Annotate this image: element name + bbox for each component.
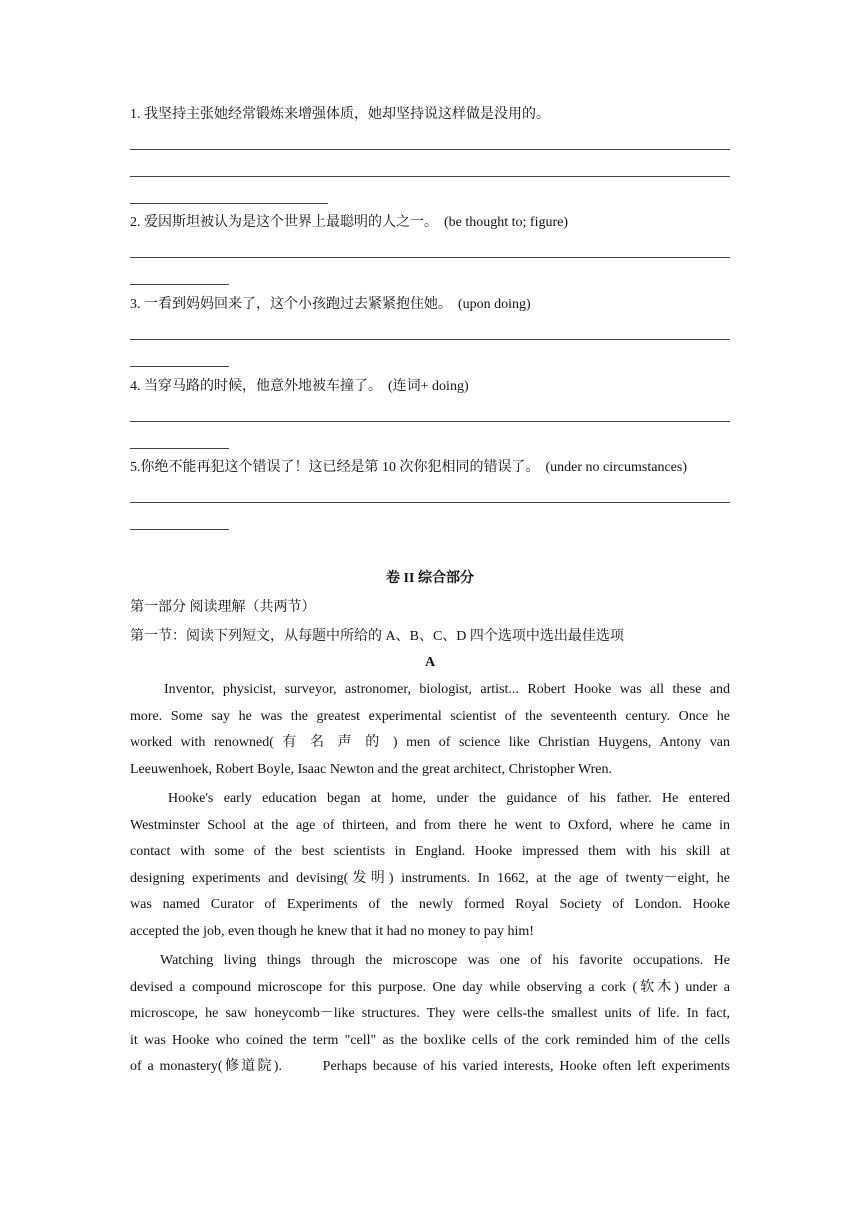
- passage-line: Westminster School at the age of thirteen, and from there he went to Oxford, where he came in: [130, 817, 730, 833]
- answer-line[interactable]: [130, 257, 730, 258]
- answer-line[interactable]: [130, 421, 730, 422]
- translation-question-4: [130, 378, 469, 396]
- question-number: 3.: [130, 297, 141, 312]
- answer-line[interactable]: [130, 366, 229, 367]
- passage-line: of a monastery(修道院). Perhaps because of his varied interests, Hooke often left experiments: [130, 1059, 730, 1074]
- answer-line[interactable]: [130, 529, 229, 530]
- question-number: 2.: [130, 215, 141, 230]
- translation-question-5: [130, 459, 687, 477]
- passage-line: accepted the job, even though he knew that it had no money to pay him!: [130, 923, 534, 939]
- question-text: 爱因斯坦被认为是这个世界上最聪明的人之一。: [144, 215, 438, 230]
- passage-line: microscope, he saw honeycomb－like structures. They were cells-the smallest units of life. In fact,: [130, 1006, 730, 1021]
- passage-line: it was Hooke who coined the term "cell" as the boxlike cells of the cork reminded him of the cells: [130, 1032, 730, 1048]
- translation-question-3: [130, 296, 531, 314]
- passage-line: more. Some say he was the greatest experimental scientist of the seventeenth century. Once he: [130, 708, 730, 724]
- question-text: 当穿马路的时候，他意外地被车撞了。: [144, 379, 382, 394]
- passage-line: was named Curator of Experiments of the newly formed Royal Society of London. Hooke: [130, 897, 730, 912]
- question-hint: (连词+ doing): [388, 379, 469, 394]
- question-text: 我坚持主张她经常锻炼来增强体质，她却坚持说这样做是没用的。: [144, 107, 550, 122]
- question-hint: (upon doing): [458, 297, 531, 312]
- translation-question-1: [130, 106, 550, 124]
- passage-paragraph-3: [130, 948, 730, 1081]
- question-number: 1.: [130, 107, 141, 122]
- answer-line[interactable]: [130, 339, 730, 340]
- passage-paragraph-2: [130, 786, 730, 945]
- question-number: 4.: [130, 379, 141, 394]
- passage-line: worked with renowned( 有 名 声 的 ) men of science like Christian Huygens, Antony van: [130, 735, 730, 750]
- question-hint: (be thought to; figure): [444, 215, 569, 230]
- section-title: 卷 II 综合部分: [386, 571, 474, 586]
- part-heading: 第一部分 阅读理解（共两节）: [130, 600, 316, 615]
- answer-line[interactable]: [130, 149, 730, 150]
- translation-question-2: [130, 214, 568, 232]
- answer-line[interactable]: [130, 448, 229, 449]
- answer-line[interactable]: [130, 284, 229, 285]
- passage-line: contact with some of the best scientists in England. Hooke impressed them with his skill at: [130, 844, 730, 859]
- instruction-text: 第一节：阅读下列短文，从每题中所给的 A、B、C、D 四个选项中选出最佳选项: [130, 629, 624, 644]
- passage-line: Leeuwenhoek, Robert Boyle, Isaac Newton and the great architect, Christopher Wren.: [130, 761, 613, 777]
- answer-line[interactable]: [130, 203, 328, 204]
- question-number: 5.: [130, 460, 141, 475]
- question-text: 一看到妈妈回来了，这个小孩跑过去紧紧抱住她。: [144, 297, 452, 312]
- question-hint: (under no circumstances): [545, 460, 687, 475]
- passage-line: designing experiments and devising(发明) instruments. In 1662, at the age of twenty－eight, he: [130, 870, 730, 886]
- passage-line: Inventor, physicist, surveyor, astronomer, biologist, artist... Robert Hooke was all these and: [164, 682, 730, 697]
- answer-line[interactable]: [130, 176, 730, 177]
- question-text: 你绝不能再犯这个错误了！这已经是第 10 次你犯相同的错误了。: [140, 460, 540, 475]
- answer-line[interactable]: [130, 502, 730, 503]
- passage-line: Hooke's early education began at home, under the guidance of his father. He entered: [168, 791, 730, 806]
- passage-line: Watching living things through the microscope was one of his favorite occupations. He: [160, 953, 730, 968]
- passage-label: A: [424, 655, 436, 670]
- passage-line: devised a compound microscope for this purpose. One day while observing a cork (软木) under a: [130, 979, 730, 995]
- passage-paragraph-1: [130, 677, 730, 783]
